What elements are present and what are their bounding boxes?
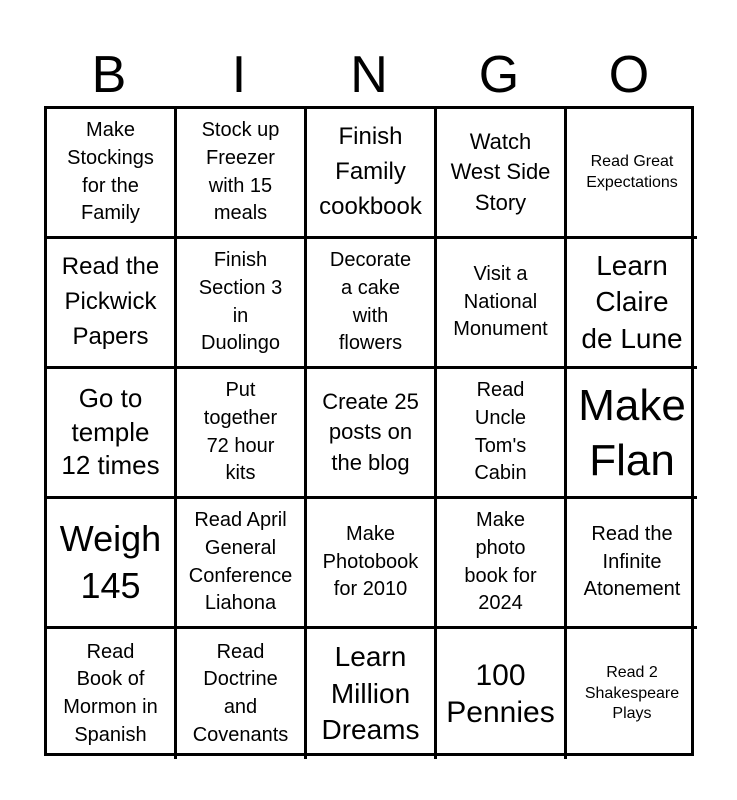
bingo-header: [44, 44, 694, 104]
bingo-cell[interactable]: Make Flan: [567, 369, 697, 499]
bingo-cell[interactable]: Learn Million Dreams: [307, 629, 437, 759]
header-letter-n: N: [350, 46, 388, 104]
bingo-cell[interactable]: Read Great Expectations: [567, 109, 697, 239]
bingo-cell[interactable]: Read Uncle Tom's Cabin: [437, 369, 567, 499]
bingo-cell[interactable]: Visit a National Monument: [437, 239, 567, 369]
bingo-cell[interactable]: Weigh 145: [47, 499, 177, 629]
bingo-cell[interactable]: Make Photobook for 2010: [307, 499, 437, 629]
bingo-board: [44, 106, 694, 756]
bingo-cell[interactable]: Read the Pickwick Papers: [47, 239, 177, 369]
bingo-cell[interactable]: Stock up Freezer with 15 meals: [177, 109, 307, 239]
bingo-cell[interactable]: Make photo book for 2024: [437, 499, 567, 629]
bingo-cell[interactable]: Decorate a cake with flowers: [307, 239, 437, 369]
bingo-cell[interactable]: Finish Section 3 in Duolingo: [177, 239, 307, 369]
bingo-cell[interactable]: Create 25 posts on the blog: [307, 369, 437, 499]
bingo-cell[interactable]: Put together 72 hour kits: [177, 369, 307, 499]
header-letter-i: I: [231, 46, 247, 104]
bingo-cell[interactable]: Read Doctrine and Covenants: [177, 629, 307, 759]
bingo-cell[interactable]: Go to temple 12 times: [47, 369, 177, 499]
bingo-cell[interactable]: Read Book of Mormon in Spanish: [47, 629, 177, 759]
bingo-cell[interactable]: Read April General Conference Liahona: [177, 499, 307, 629]
bingo-cell[interactable]: 100 Pennies: [437, 629, 567, 759]
header-letter-g: G: [478, 46, 520, 104]
bingo-cell[interactable]: Read the Infinite Atonement: [567, 499, 697, 629]
bingo-cell[interactable]: Finish Family cookbook: [307, 109, 437, 239]
bingo-cell[interactable]: Read 2 Shakespeare Plays: [584, 663, 680, 723]
header-letter-b: B: [91, 46, 127, 104]
header-letter-o: O: [608, 46, 650, 104]
bingo-cell[interactable]: Watch West Side Story: [437, 109, 567, 239]
bingo-cell[interactable]: Learn Claire de Lune: [567, 239, 697, 369]
bingo-cell[interactable]: Make Stockings for the Family: [47, 109, 177, 239]
